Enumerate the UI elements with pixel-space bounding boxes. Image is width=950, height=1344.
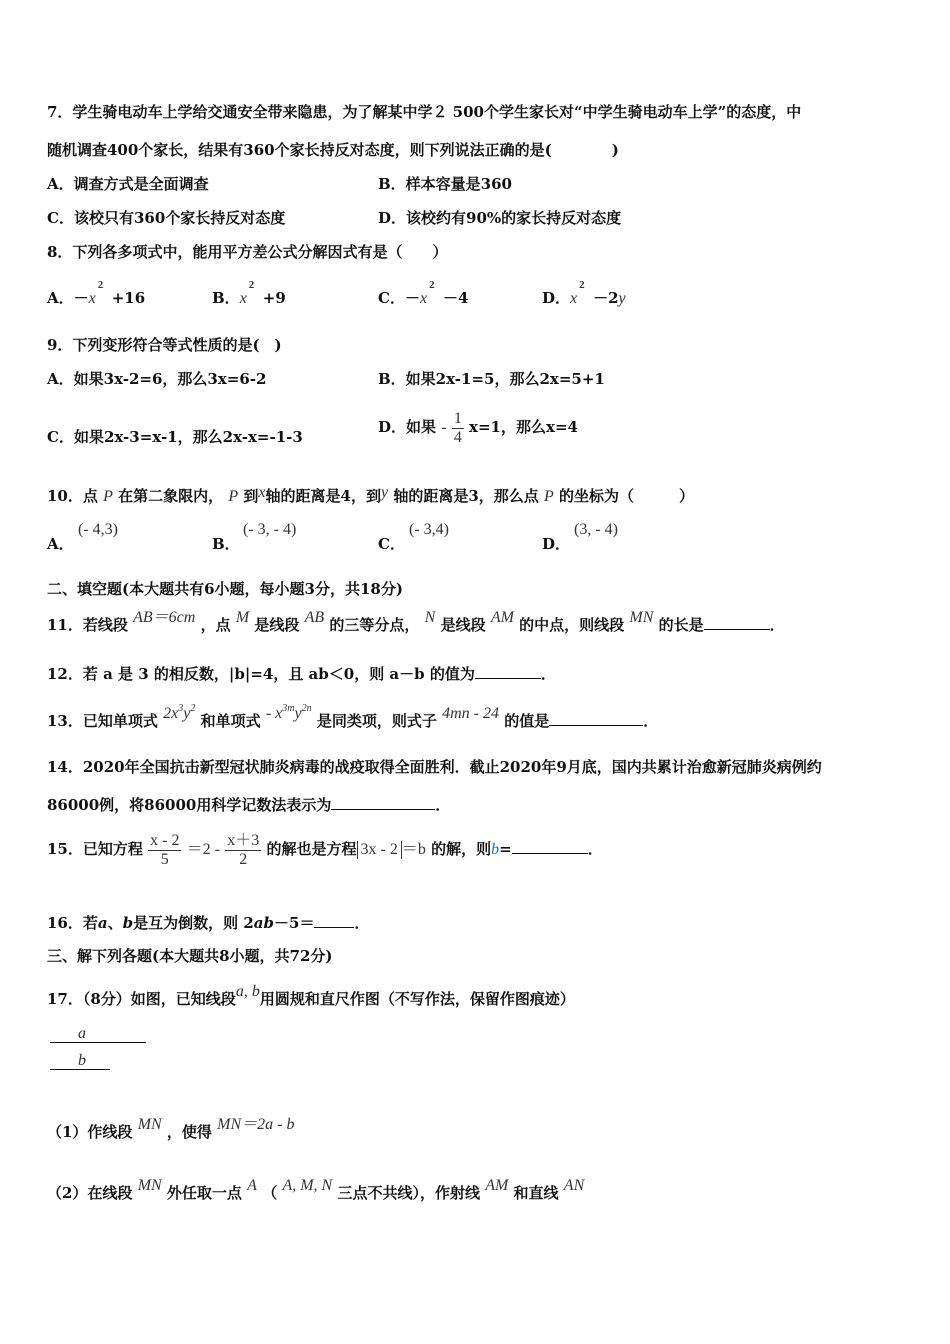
q10-option-d-label: D． xyxy=(542,535,571,553)
q11: 11．若线段 AB＝6cm ，点 M 是线段 AB 的三等分点， N 是线段 AM 的中点，则线段 MN 的长是 ． xyxy=(47,609,785,634)
q12-answer-blank[interactable] xyxy=(475,664,541,679)
segment-b xyxy=(50,1069,110,1070)
q9-option-b: B．如果2x-1=5，那么2x=5+1 xyxy=(378,370,605,388)
q7-option-b: B．样本容量是360 xyxy=(378,175,512,193)
q14-answer-blank[interactable] xyxy=(331,795,435,810)
q9-stem: 9．下列变形符合等式性质的是( ) xyxy=(47,336,282,354)
q17-part-1: （1）作线段 MN ，使得 MN＝2a - b xyxy=(47,1116,295,1141)
q15-answer-blank[interactable] xyxy=(512,839,588,854)
q17-part-2: （2）在线段 MN 外任取一点 A （ A, M, N 三点不共线），作射线 AM 和直线 AN xyxy=(47,1177,585,1202)
q15-fraction-1: $\frac{x - 2}{5}$ xyxy=(150,831,180,868)
segment-a xyxy=(50,1042,146,1043)
q10-option-a-label: A． xyxy=(47,535,74,553)
q10-option-c-label: C． xyxy=(378,535,405,553)
q7-option-d: D．该校约有90%的家长持反对态度 xyxy=(378,209,622,227)
q10-option-d-value: (3, - 4) xyxy=(574,521,618,538)
q7-stem-line2: 随机调查400个家长，结果有360个家长持反对态度，则下列说法正确的是( ) xyxy=(47,141,619,159)
q13: 13．已知单项式 $2x^3y^2$ 和单项式 - $x^{3m}y^{2n}$ 是同类项，则式子 4mn - 24 的值是 ． xyxy=(47,703,659,730)
q13-monomial-1: $2x^3y^2$ xyxy=(163,703,196,722)
q17-stem: 17．（8分）如图，已知线段a, b用圆规和直尺作图（不写作法，保留作图痕迹） xyxy=(47,983,575,1008)
q10-option-b-label: B． xyxy=(212,535,240,553)
q15-absolute-value: 3x - 2 xyxy=(357,841,402,859)
q10-option-c-value: (- 3,4) xyxy=(409,521,449,538)
q9-option-c: C．如果2x-3=x-1，那么2x-x=-1-3 xyxy=(47,428,303,446)
q15-fraction-2: $\frac{x+3}{2}$ xyxy=(227,831,260,868)
q9-option-a: A．如果3x-2=6，那么3x=6-2 xyxy=(47,370,267,388)
section-3-heading: 三、解下列各题(本大题共8小题，共72分) xyxy=(47,947,333,965)
q14-line2: 86000例，将86000用科学记数法表示为 ． xyxy=(47,796,451,814)
q16-answer-blank[interactable] xyxy=(314,913,354,928)
q8-option-d: D．$x^2 -2y$ xyxy=(542,279,626,307)
q15: 15．已知方程 $\frac{x - 2}{5}$ ＝2 - $\frac{x+3}{2}$ 的解也是方程 3x - 2 ＝b 的解，则b= ． xyxy=(47,831,603,868)
q11-answer-blank[interactable] xyxy=(704,615,770,630)
q7-option-a: A．调查方式是全面调查 xyxy=(47,175,209,193)
q8-option-a: A．$-x^2 +16$ xyxy=(47,279,146,307)
q14-line1: 14．2020年全国抗击新型冠状肺炎病毒的战疫取得全面胜利．截止2020年9月底，国内共累计治愈新冠肺炎病例约 xyxy=(47,758,822,776)
q8-option-c: C．$-x^2 -4$ xyxy=(378,279,469,307)
q13-answer-blank[interactable] xyxy=(549,711,643,726)
q7-option-c: C．该校只有360个家长持反对态度 xyxy=(47,209,286,227)
q8-option-b: B．$x^2 +9$ xyxy=(212,279,286,307)
q9-fraction: $\frac{1}{4}$ xyxy=(453,409,462,446)
q8-stem: 8．下列各多项式中，能用平方差公式分解因式有是（ ） xyxy=(47,243,448,261)
q9-option-d: D．如果 - $\frac{1}{4}$ x=1，那么x=4 xyxy=(378,409,578,446)
q7-stem-line1: 7．学生骑电动车上学给交通安全带来隐患，为了解某中学２ 500个学生家长对“中学生骑电动车上学”的态度，中 xyxy=(47,103,802,121)
q10-option-a-value: (- 4,3) xyxy=(78,521,118,538)
q12: 12．若 a 是 3 的相反数，|b|=4，且 ab＜0，则 a－b 的值为 ． xyxy=(47,665,556,683)
segment-a-label: a xyxy=(78,1025,86,1042)
q16: 16．若a、b是互为倒数，则 2ab－5＝ ． xyxy=(47,914,370,932)
q13-monomial-2: - $x^{3m}y^{2n}$ xyxy=(265,703,312,722)
q10-option-b-value: (- 3, - 4) xyxy=(243,521,297,538)
section-2-heading: 二、填空题(本大题共有6小题，每小题3分，共18分) xyxy=(47,580,403,598)
segment-b-label: b xyxy=(78,1052,86,1069)
q10-stem: 10．点 P 在第二象限内， P 到x轴的距离是4，到y 轴的距离是3，那么点 P 的坐标为（ ） xyxy=(47,484,695,505)
